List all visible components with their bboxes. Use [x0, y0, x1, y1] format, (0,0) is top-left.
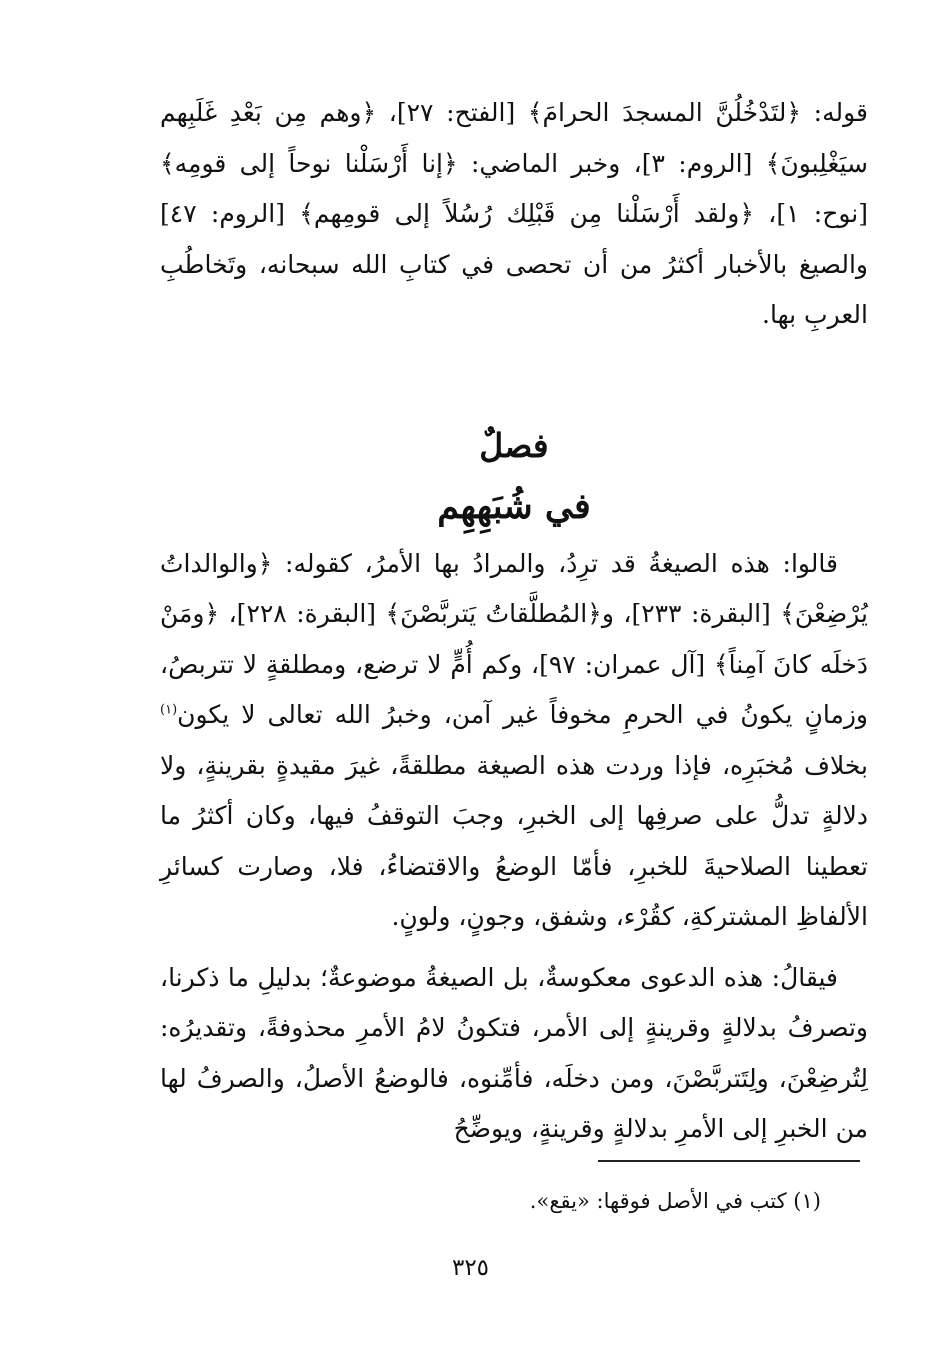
footnote-reference[interactable]: (١) — [160, 702, 178, 718]
paragraph-their-doubts — [160, 539, 868, 943]
paragraph-their-doubts-part2: بخلاف مُخبَرِه، فإذا وردت هذه الصيغة مطلقةً، غيرَ مقيدةٍ بقرينةٍ، ولا دلالةٍ تدلُّ على صرفِها إلى الخبرِ، وجبَ التوقفُ فيها، وكان أكثرُ ما تعطينا الصلاحيةَ للخبرِ، فأمّا الوضعُ والاقتضاءُ، فلا، وصارت كسائرِ الألفاظِ المشتركةِ، كقُرْء، وشفق، وجونٍ، ولونٍ. — [160, 750, 868, 931]
paragraph-their-doubts-part1: قالوا: هذه الصيغةُ قد ترِدُ، والمرادُ بها الأمرُ، كقوله: ﴿والوالداتُ يُرْضِعْنَ﴾ [البقرة: ٢٣٣]، و﴿المُطلَّقاتُ يَتربَّصْنَ﴾ [البقرة: ٢٢٨]، ﴿ومَنْ دَخلَه كانَ آمِناً﴾ [آل عمران: ٩٧]، وكم أُمٍّ لا ترضع، ومطلقةٍ لا تتربصُ، وزمانٍ يكونُ في الحرمِ مخوفاً غير آمن، وخبرُ الله تعالى لا يكون — [160, 548, 869, 729]
section-subtitle: في شُبَهِهِم — [437, 485, 591, 527]
footnote-divider — [598, 1160, 860, 1162]
paragraph-quran-examples: قوله: ﴿لتَدْخُلُنَّ المسجدَ الحرامَ﴾ [الفتح: ٢٧]، ﴿وهم مِن بَعْدِ غَلَبِهم سيَغْلِبونَ﴾ [الروم: ٣]، وخبر الماضي: ﴿إنا أَرْسَلْنا نوحاً إلى قومِه﴾ [نوح: ١]، ﴿ولقد أَرْسَلْنا مِن قَبْلِك رُسُلاً إلى قومِهم﴾ [الروم: ٤٧] والصيغ بالأخبار أكثرُ من أن تحصى في كتابِ الله سبحانه، وتَخاطُبِ العربِ بها. — [160, 98, 868, 329]
paragraph-reply: فيقالُ: هذه الدعوى معكوسةٌ، بل الصيغةُ موضوعةٌ؛ بدليلِ ما ذكرنا، وتصرفُ بدلالةٍ وقرينةٍ إلى الأمر، فتكونُ لامُ الأمرِ محذوفةً، وتقديرُه: لِتُرضِعْنَ، ولِتَتربَّصْنَ، ومن دخلَه، فأمِّنوه، فالوضعُ الأصلُ، والصرفُ لها من الخبرِ إلى الأمرِ بدلالةٍ وقرينةٍ، ويوضِّحُ — [160, 962, 868, 1143]
page-number: ٣٢٥ — [451, 1255, 490, 1281]
footnote-text: (١) كتب في الأصل فوقها: «يقع». — [529, 1189, 821, 1213]
page-body — [160, 88, 868, 1155]
section-heading — [160, 415, 868, 537]
paragraph-spacer — [160, 943, 868, 953]
section-spacer — [160, 341, 868, 415]
section-title: فصلٌ — [479, 425, 549, 465]
